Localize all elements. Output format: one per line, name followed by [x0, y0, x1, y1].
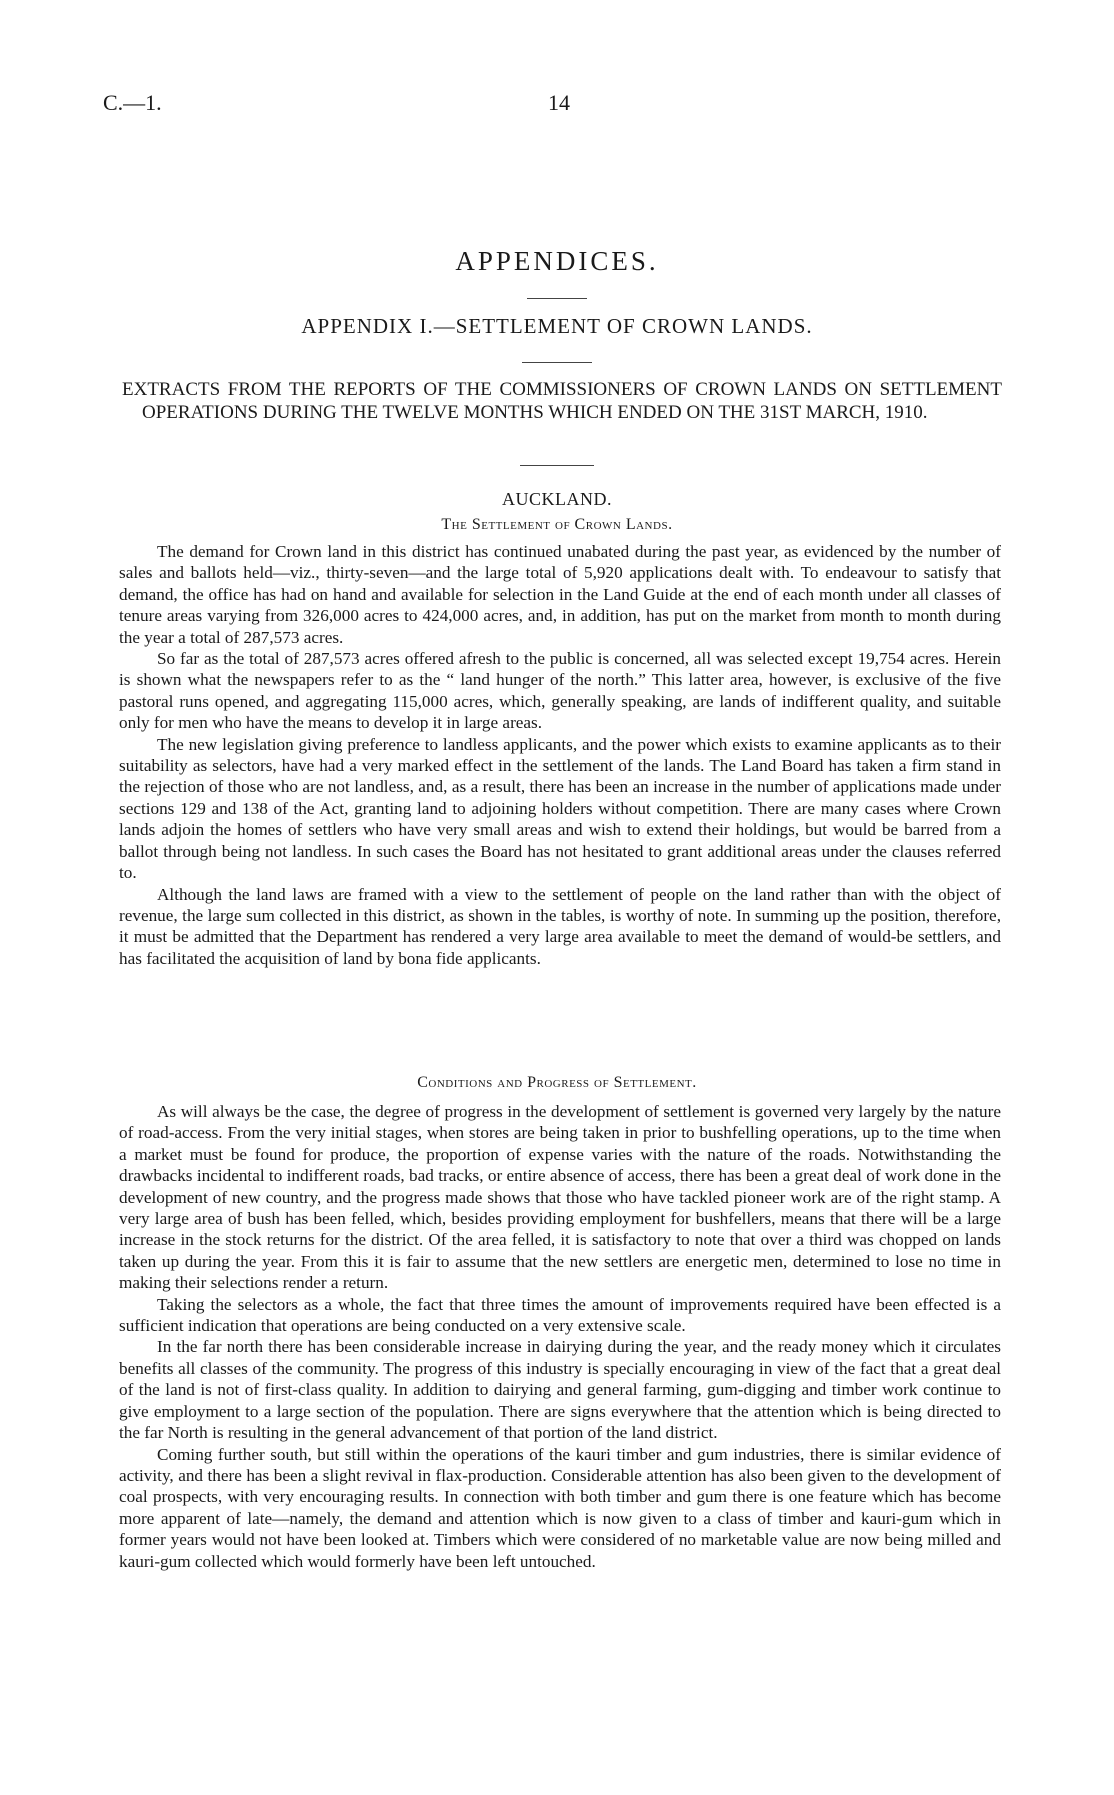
paragraph: In the far north there has been considerable increase in dairying during the year, and the ready money which it circulates benefits all classes of the community. The progress of this industry is specially encouraging in view of the fact that a great deal of the land is not of first-class quality. In addition to dairying and general farming, gum-digging and timber work continue to give employment to a large section of the population. There are signs everywhere that the attention which is being directed to the far North is resulting in the general advancement of that portion of the land district. [119, 1337, 1001, 1443]
paragraph: Coming further south, but still within the operations of the kauri timber and gum industries, there is similar evidence of activity, and there has been a slight revival in flax-production. Considerable attention has also been given to the development of coal prospects, with very encouraging results. In connection with both timber and gum there is one feature which has become more apparent of late—namely, the demand and attention which is now given to a class of timber and kauri-gum which in former years would not have been looked at. Timbers which were considered of no marketable value are now being milled and kauri-gum collected which would formerly have been left untouched. [119, 1444, 1001, 1571]
paragraph: The demand for Crown land in this district has continued unabated during the past year, as evidenced by the number of sales and ballots held—viz., thirty-seven—and the large total of 5,920 applications dealt with. To endeavour to satisfy that demand, the office has had on hand and available for selection in the Land Guide at the end of each month under all classes of tenure areas varying from 326,000 acres to 424,000 acres, and, in addition, has put on the market from month to month during the year a total of 287,573 acres. [119, 542, 1001, 647]
page-title: APPENDICES. [455, 246, 659, 276]
divider-rule [520, 465, 594, 466]
section-heading: Conditions and Progress of Settlement. [417, 1074, 697, 1091]
paragraph: Taking the selectors as a whole, the fact that three times the amount of improvements required have been effected is a sufficient indication that operations are being conducted on a very extensive scale. [119, 1294, 1001, 1336]
document-reference: C.—1. [103, 90, 162, 115]
appendix-title: APPENDIX I.—SETTLEMENT OF CROWN LANDS. [301, 314, 813, 338]
district-heading: AUCKLAND. [502, 489, 612, 509]
section-body [119, 541, 1001, 969]
section-body [119, 1101, 1001, 1572]
paragraph: As will always be the case, the degree of progress in the development of settlement is governed very largely by the nature of road-access. From the very initial stages, when stores are being taken in prior to bushfelling operations, up to the time when a market must be found for produce, the proportion of expense varies with the nature of the roads. Notwithstanding the drawbacks incidental to indifferent roads, bad tracks, or entire absence of access, there has been a great deal of work done in the development of new country, and the progress made shows that those who have tackled pioneer work are of the right stamp. A very large area of bush has been felled, which, besides providing employment for bushfellers, means that there will be a large increase in the stock returns for the district. Of the area felled, it is satisfactory to note that over a third was chopped on lands taken up during the year. From this it is fair to assume that the new settlers are energetic men, determined to lose no time in making their selections render a return. [119, 1102, 1001, 1293]
page-number: 14 [548, 90, 570, 115]
extracts-heading: EXTRACTS FROM THE REPORTS OF THE COMMISSIONERS OF CROWN LANDS ON SETTLEMENT OPERATIONS DURING THE TWELVE MONTHS WHICH ENDED ON THE 31ST MARCH, 1910. [122, 379, 1002, 423]
paragraph: The new legislation giving preference to landless applicants, and the power which exists to examine applicants as to their suitability as selectors, have had a very marked effect in the settlement of the lands. The Land Board has taken a firm stand in the rejection of those who are not landless, and, as a result, there has been an increase in the number of applications made under sections 129 and 138 of the Act, granting land to adjoining holders without competition. There are many cases where Crown lands adjoin the homes of settlers who have very small areas and wish to extend their holdings, but would be barred from a ballot through being not landless. In such cases the Board has not hesitated to grant additional areas under the clauses referred to. [119, 734, 1001, 883]
paragraph: Although the land laws are framed with a view to the settlement of people on the land rather than with the object of revenue, the large sum collected in this district, as shown in the tables, is worthy of note. In summing up the position, therefore, it must be admitted that the Department has rendered a very large area available to meet the demand of would-be settlers, and has facilitated the acquisition of land by bona fide applicants. [119, 884, 1001, 968]
divider-rule [527, 298, 587, 299]
divider-rule [522, 362, 592, 363]
paragraph: So far as the total of 287,573 acres offered afresh to the public is concerned, all was selected except 19,754 acres. Herein is shown what the newspapers refer to as the “ land hunger of the north.” This latter area, however, is exclusive of the five pastoral runs opened, and aggregating 115,000 acres, which, generally speaking, are lands of indifferent quality, and suitable only for men who have the means to develop it in large areas. [119, 649, 1001, 733]
section-heading: The Settlement of Crown Lands. [441, 516, 673, 533]
